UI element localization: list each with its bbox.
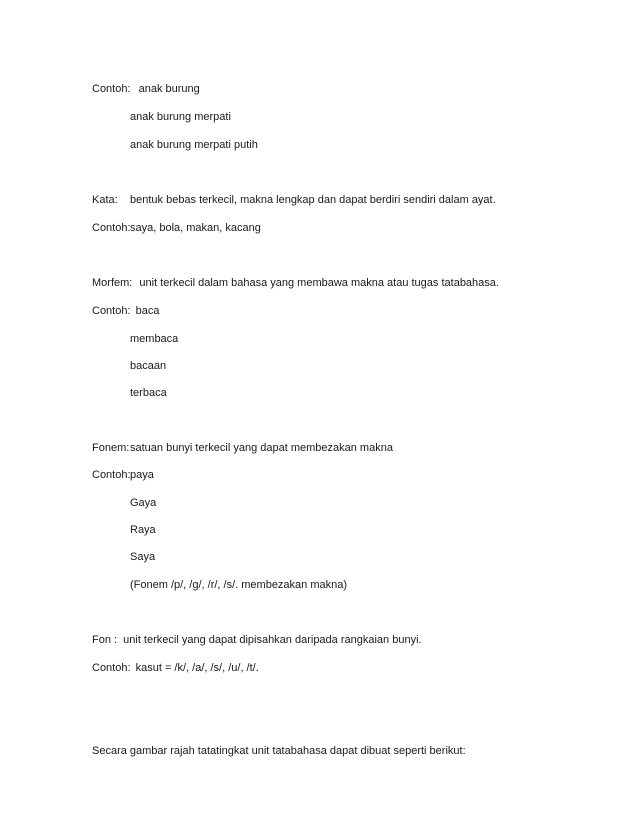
fonem-label: Fonem: <box>92 442 130 454</box>
morfem-definition-line <box>92 276 499 290</box>
morfem-example-1: baca <box>135 305 160 317</box>
morfem-example-4: terbaca <box>130 387 167 399</box>
fonem-definition-line <box>92 441 492 455</box>
fonem-example-1: paya <box>130 469 154 481</box>
frasa-example-line-3 <box>130 138 258 152</box>
morfem-example-line-3 <box>130 359 166 373</box>
fonem-note: (Fonem /p/, /g/, /r/, /s/. membezakan makna) <box>130 579 348 591</box>
kata-definition-line <box>92 193 592 207</box>
frasa-example-label: Contoh: <box>92 83 131 95</box>
frasa-example-2: anak burung merpati <box>130 111 231 123</box>
kata-example: saya, bola, makan, kacang <box>130 222 261 234</box>
fon-example-label: Contoh: <box>92 662 131 674</box>
fon-example-line <box>92 661 259 675</box>
kata-example-label: Contoh: <box>92 222 131 234</box>
morfem-example-line-2 <box>130 332 178 346</box>
frasa-example-line-1 <box>92 82 200 96</box>
morfem-example-3: bacaan <box>130 360 167 372</box>
kata-example-line <box>92 221 392 235</box>
frasa-example-1: anak burung <box>138 83 200 95</box>
kata-definition: bentuk bebas terkecil, makna lengkap dan dapat berdiri sendiri dalam ayat. <box>130 194 496 206</box>
morfem-label: Morfem: <box>92 277 133 289</box>
fon-label: Fon : <box>92 634 118 646</box>
frasa-example-line-2 <box>130 110 231 124</box>
morfem-example-2: membaca <box>130 333 179 345</box>
fonem-example-2: Gaya <box>130 497 157 509</box>
fonem-note-line <box>130 578 347 592</box>
morfem-example-line-4 <box>130 386 167 400</box>
morfem-definition: unit terkecil dalam bahasa yang membawa makna atau tugas tatabahasa. <box>139 277 499 289</box>
fonem-definition: satuan bunyi terkecil yang dapat membezakan makna <box>130 442 393 454</box>
fon-definition-line <box>92 633 422 647</box>
fon-example: kasut = /k/, /a/, /s/, /u/, /t/. <box>135 662 259 674</box>
fonem-example-line <box>92 468 292 482</box>
morfem-example-line <box>92 304 159 318</box>
fonem-example-label: Contoh: <box>92 469 131 481</box>
closing-sentence: Secara gambar rajah tatatingkat unit tatabahasa dapat dibuat seperti berikut: <box>92 745 466 757</box>
kata-label: Kata: <box>92 194 118 206</box>
fon-definition: unit terkecil yang dapat dipisahkan daripada rangkaian bunyi. <box>123 634 422 646</box>
frasa-example-3: anak burung merpati putih <box>130 139 258 151</box>
fonem-example-line-2 <box>130 496 156 510</box>
fonem-example-3: Raya <box>130 524 156 536</box>
fonem-example-line-3 <box>130 523 156 537</box>
fonem-example-line-4 <box>130 550 155 564</box>
morfem-example-label: Contoh: <box>92 305 131 317</box>
fonem-example-4: Saya <box>130 551 156 563</box>
